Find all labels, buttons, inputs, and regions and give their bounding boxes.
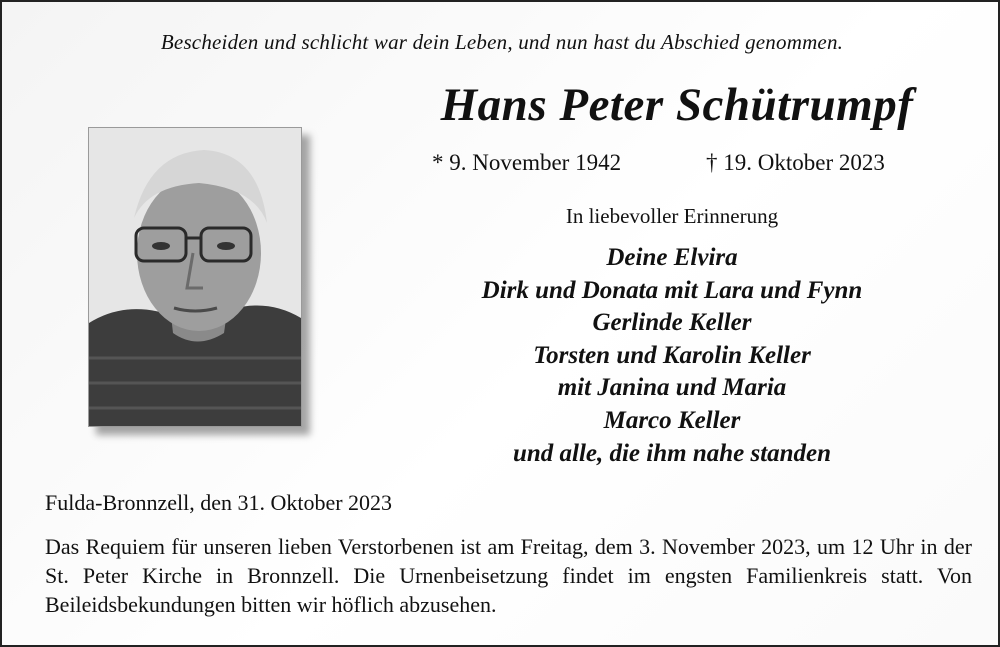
mourner-line: mit Janina und Maria [557,374,787,402]
mourner-line: Torsten und Karolin Keller [533,341,811,369]
service-notice: Das Requiem für unseren lieben Verstorbenen ist am Freitag, dem 3. November 2023, um 12 Uhr in der St. Peter Kirche in Bronnzell. Die Urnenbeisetzung findet im engsten Familienkreis statt. Von Beileidsbekundungen bitten wir höflich abzusehen. [45,534,972,617]
mourner-line: und alle, die ihm nahe standen [512,439,832,467]
death-date: † 19. Oktober 2023 [706,150,885,175]
mourner-line: Deine Elvira [606,244,738,271]
motto-text: Bescheiden und schlicht war dein Leben, und nun hast du Abschied genommen. [160,30,844,54]
birth-date: * 9. November 1942 [432,150,622,175]
deceased-name: Hans Peter Schütrumpf [440,79,914,131]
mourner-line: Marco Keller [603,406,741,434]
mourners-list [442,242,902,470]
mourner-line: Gerlinde Keller [592,309,752,337]
mourner-line: Dirk und Donata mit Lara und Fynn [481,276,863,304]
remembrance-line: In liebevoller Erinnerung [565,204,779,228]
place-and-date: Fulda-Bronnzell, den 31. Oktober 2023 [45,490,393,515]
portrait-photo [88,127,302,427]
